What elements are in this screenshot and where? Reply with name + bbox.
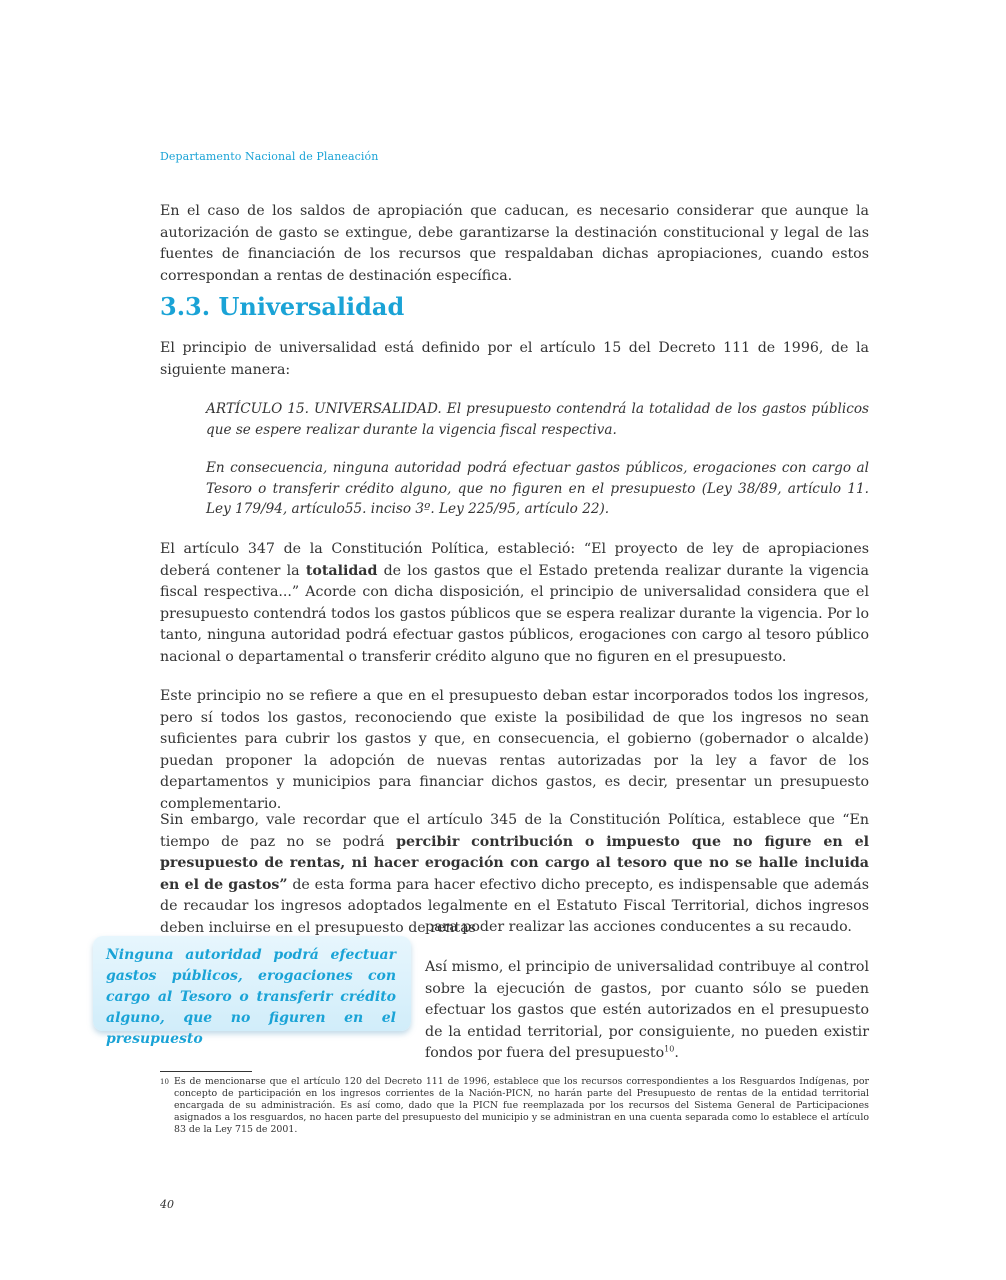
- intro-paragraph: En el caso de los saldos de apropiación que caducan, es necesario considerar que aunque la autorización de gasto se extingue, debe garantizarse la destinación constitucional y legal de las fuentes de financiación de los recursos que respaldaban dichas apropiaciones, cuando estos correspondan a rentas de destinación específica.: [160, 203, 869, 284]
- quote-article-15: ARTÍCULO 15. UNIVERSALIDAD. El presupuesto contendrá la totalidad de los gastos públicos que se espere realizar durante la vigencia fiscal respectiva.: [206, 401, 869, 438]
- callout-text: Ninguna autoridad podrá efectuar gastos públicos, erogaciones con cargo al Tesoro o transferir crédito alguno, que no figuren en el presupuesto: [106, 947, 396, 1047]
- paragraph-asimismo-text: Así mismo, el principio de universalidad contribuye al control sobre la ejecución de gastos, por cuanto sólo se pueden efectuar los gastos que estén autorizados en el presupuesto de la entidad territorial, por consiguiente, no pueden existir fondos por fuera del presupuesto: [425, 959, 869, 1061]
- footnote-divider: [160, 1071, 252, 1072]
- quote-consecuencia: En consecuencia, ninguna autoridad podrá efectuar gastos públicos, erogaciones con cargo al Tesoro o transferir crédito alguno, que no figuren en el presupuesto (Ley 38/89, artículo 11. Ley 179/94, artículo55. inciso 3º. Ley 225/95, artículo 22).: [206, 460, 869, 517]
- paragraph-asimismo-end: .: [674, 1045, 679, 1061]
- footnote-number: 10: [160, 1078, 169, 1086]
- paragraph-asimismo: [425, 957, 869, 1065]
- paragraph-347-rest: de los gastos que el Estado pretenda realizar durante la vigencia fiscal respectiva...” Acorde con dicha disposición, el principio de universalidad considera que el presupuesto contendrá todos los gastos públicos que se espera realizar durante la vigencia. Por lo tanto, ninguna autoridad podrá efectuar gastos públicos, erogaciones con cargo al tesoro público nacional o departamental o transferir crédito alguno que no figuren en el presupuesto.: [160, 562, 869, 665]
- paragraph-345-rest: de esta forma para hacer efectivo dicho precepto, es indispensable que además de recaudar los ingresos adoptados legalmente en el Estatuto Fiscal Territorial, dichos ingresos deben incluirse en el presupuesto de rentas: [160, 876, 869, 936]
- paragraph-347-bold: totalidad: [305, 562, 378, 579]
- running-header: Departamento Nacional de Planeación: [160, 150, 379, 163]
- paragraph-345-tail: para poder realizar las acciones conducentes a su recaudo.: [425, 919, 852, 935]
- footnote-reference: 10: [664, 1044, 675, 1054]
- paragraph-345-bold: percibir contribución o impuesto que no figure en el presupuesto de rentas, ni hacer erogación con cargo al tesoro que no se halle incluida en el de gastos”: [160, 833, 869, 893]
- definition-paragraph: El principio de universalidad está definido por el artículo 15 del Decreto 111 de 1996, de la siguiente manera:: [160, 340, 869, 378]
- paragraph-347-text: El artículo 347 de la Constitución Política, estableció: “El proyecto de ley de apropiaciones deberá contener la: [160, 541, 869, 579]
- paragraph-345-text: Sin embargo, vale recordar que el artículo 345 de la Constitución Política, establece que “En tiempo de paz no se podrá: [160, 812, 869, 850]
- footnote-text: Es de mencionarse que el artículo 120 del Decreto 111 de 1996, establece que los recursos correspondientes a los Resguardos Indígenas, por concepto de participación en los ingresos corrientes de la Nación-PICN, no harán parte del Presupuesto de rentas de la entidad territorial encargada de su administración. Es así como, dado que la PICN fue reemplazada por los recursos del Sistema General de Participaciones asignados a los resguardos, no hacen parte del presupuesto del municipio y se administran en una cuenta separada como lo establece el artículo 83 de la Ley 715 de 2001.: [174, 1076, 869, 1135]
- paragraph-article-347: [160, 539, 869, 668]
- page-number: 40: [160, 1198, 174, 1211]
- section-heading: 3.3. Universalidad: [160, 292, 405, 321]
- footnote: [160, 1076, 869, 1136]
- paragraph-ingresos: Este principio no se refiere a que en el presupuesto deban estar incorporados todos los ingresos, pero sí todos los gastos, reconociendo que existe la posibilidad de que los ingresos no sean suficientes para cubrir los gastos y que, en consecuencia, el gobierno (gobernador o alcalde) puedan proponer la adopción de nuevas rentas autorizadas por la ley a favor de los departamentos y municipios para financiar dichos gastos, es decir, presentar un presupuesto complementario.: [160, 688, 869, 812]
